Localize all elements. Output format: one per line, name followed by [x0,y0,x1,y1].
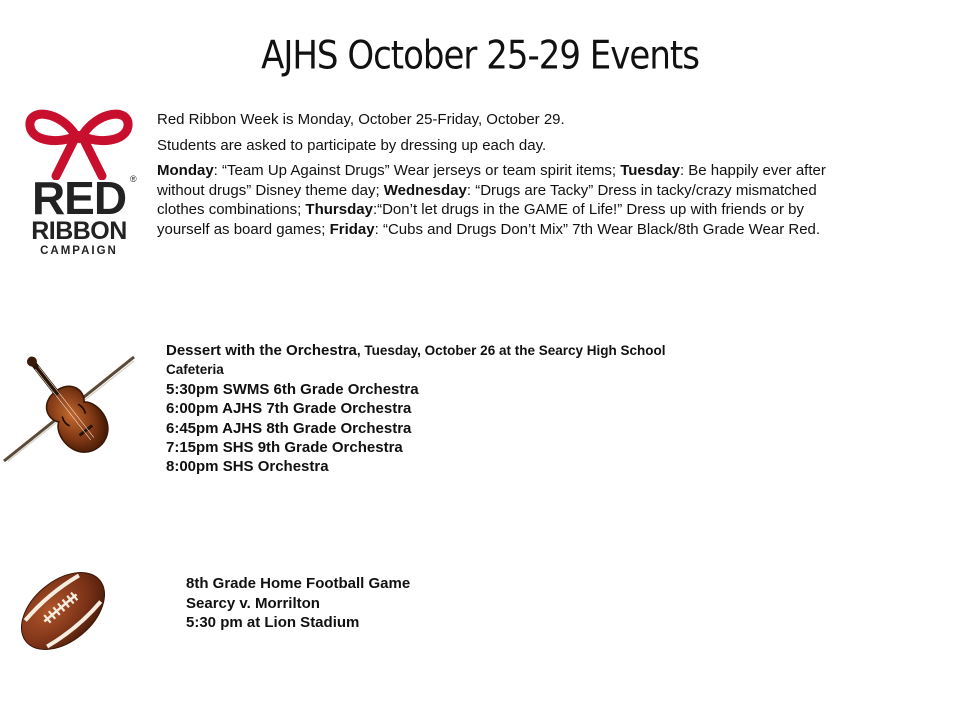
game-matchup: Searcy v. Morrilton [186,594,320,612]
day-description: :“Don’t let drugs in the GAME of Life!” Dress up with friends or by yourself as board games; [157,201,804,238]
logo-registered-mark: ® [130,174,137,184]
schedule-item: 5:30pm SWMS 6th Grade Orchestra [166,380,419,398]
red-ribbon-logo [20,104,138,264]
day-name: Thursday [305,201,373,218]
game-time-location: 5:30 pm at Lion Stadium [186,614,360,632]
day-description: : “Drugs are Tacky” Dress in tacky/crazy mismatched clothes combinations; [157,181,817,218]
football-icon [14,564,112,658]
day-description: : Be happily ever after without drugs” Disney theme day; [157,162,826,199]
schedule-item: 8:00pm SHS Orchestra [166,458,329,476]
theme-days [157,161,857,239]
day-description: : “Cubs and Drugs Don’t Mix” 7th Wear Black/8th Grade Wear Red. [374,220,821,238]
day-name: Monday [157,162,214,179]
orchestra-heading: Dessert with the Orchestra [166,342,357,359]
schedule-item: 7:15pm SHS 9th Grade Orchestra [166,439,403,457]
day-name: Friday [329,220,375,238]
day-name: Wednesday [383,181,467,199]
football-section [186,574,586,633]
orchestra-details: , Tuesday, October 26 at the Searcy High School Cafeteria [166,343,666,378]
schedule-item: 6:45pm AJHS 8th Grade Orchestra [166,419,412,437]
day-description: : “Team Up Against Drugs” Wear jerseys or team spirit items; [213,162,621,179]
game-title: 8th Grade Home Football Game [186,575,411,592]
logo-word-ribbon: RIBBON [31,217,127,245]
logo-word-red: RED [31,172,127,224]
red-ribbon-participate: Students are asked to participate by dressing up each day. [157,136,547,154]
logo-word-campaign: CAMPAIGN [40,245,118,257]
orchestra-section [166,341,686,477]
violin-icon [0,343,140,468]
page-title: AJHS October 25-29 Events [261,33,699,79]
red-ribbon-section [157,110,857,245]
schedule-item: 6:00pm AJHS 7th Grade Orchestra [166,400,412,418]
day-name: Tuesday [620,162,680,179]
red-ribbon-bow-icon [20,104,138,180]
red-ribbon-intro: Red Ribbon Week is Monday, October 25-Friday, October 29. [157,111,565,128]
